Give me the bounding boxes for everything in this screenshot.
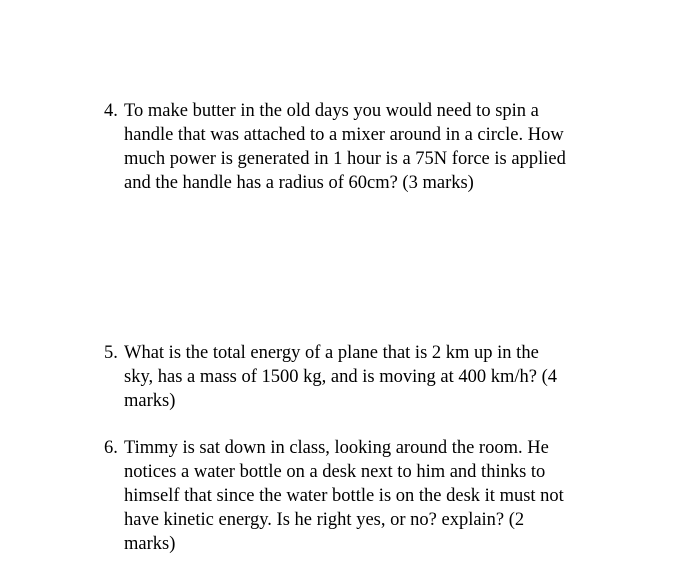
question-line: much power is generated in 1 hour is a 75N force is applied bbox=[124, 149, 566, 169]
question-text bbox=[124, 99, 624, 195]
question-line: and the handle has a radius of 60cm? (3 marks) bbox=[124, 173, 474, 193]
question-number: 4. bbox=[104, 101, 118, 121]
question-line: Timmy is sat down in class, looking around the room. He bbox=[124, 438, 549, 458]
question-text bbox=[124, 341, 624, 413]
question-line: What is the total energy of a plane that is 2 km up in the bbox=[124, 343, 539, 363]
question-line: himself that since the water bottle is on the desk it must not bbox=[124, 486, 564, 506]
question-line: To make butter in the old days you would need to spin a bbox=[124, 101, 539, 121]
question-line: notices a water bottle on a desk next to him and thinks to bbox=[124, 462, 546, 482]
question-line: marks) bbox=[124, 534, 176, 554]
question-number: 6. bbox=[104, 438, 118, 458]
question-number: 5. bbox=[104, 343, 118, 363]
question-text bbox=[124, 436, 624, 556]
question-6 bbox=[104, 436, 624, 556]
question-5 bbox=[104, 341, 624, 413]
question-line: have kinetic energy. Is he right yes, or no? explain? (2 bbox=[124, 510, 525, 530]
question-line: handle that was attached to a mixer around in a circle. How bbox=[124, 125, 564, 145]
question-line: marks) bbox=[124, 391, 176, 411]
question-4 bbox=[104, 99, 624, 195]
question-line: sky, has a mass of 1500 kg, and is moving at 400 km/h? (4 bbox=[124, 367, 557, 387]
